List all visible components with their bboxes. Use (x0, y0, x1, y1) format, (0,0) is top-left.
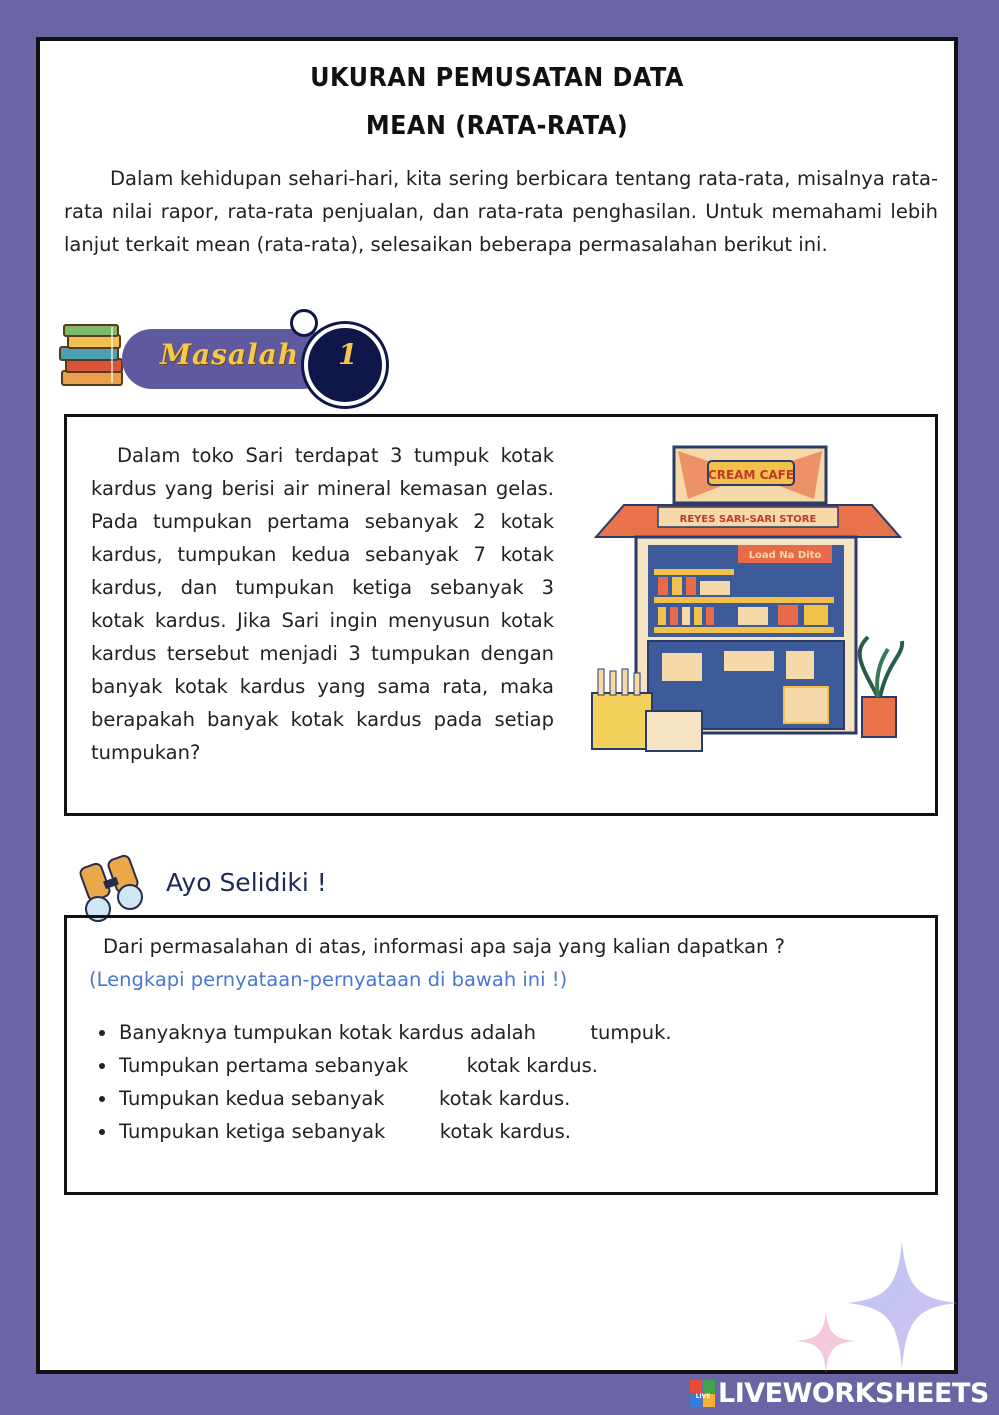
worksheet-page (36, 37, 958, 1374)
books-icon (56, 319, 130, 391)
list-item: Tumpukan kedua sebanyak kotak kardus. (97, 1082, 672, 1115)
liveworksheets-logo-icon (690, 1380, 716, 1408)
intro-paragraph: Dalam kehidupan sehari-hari, kita sering berbicara tentang rata-rata, misalnya rata-rata nilai rapor, rata-rata penjualan, dan rata-rata penghasilan. Untuk memahami lebih lanjut terkait mean (rata-rata), selesaikan beberapa permasalahan berikut ini. (64, 167, 938, 256)
investigate-question: Dari permasalahan di atas, informasi apa saja yang kalian dapatkan ? (103, 935, 785, 958)
investigate-hint: (Lengkapi pernyataan-pernyataan di bawah ini !) (89, 968, 568, 991)
store-illustration (588, 441, 908, 756)
masalah-number: 1 (338, 338, 358, 371)
store-sign-main: REYES SARI-SARI STORE (679, 514, 817, 525)
investigate-box (64, 915, 938, 1195)
statement-list (97, 1016, 672, 1148)
masalah-decor-dot (290, 309, 318, 337)
masalah-label: Masalah (160, 338, 300, 371)
list-item: Banyaknya tumpukan kotak kardus adalah tumpuk. (97, 1016, 672, 1049)
logo-letters: LIVE (695, 1392, 711, 1400)
investigate-heading: Ayo Selidiki ! (166, 868, 327, 897)
sparkle-decoration-icon (792, 1241, 958, 1377)
page-title: UKURAN PEMUSATAN DATA (310, 63, 684, 93)
brand-text: LIVEWORKSHEETS (718, 1378, 989, 1409)
problem-story: Dalam toko Sari terdapat 3 tumpuk kotak kardus yang berisi air mineral kemasan gelas. Pada tumpukan pertama sebanyak 2 kotak kardus, tumpukan kedua sebanyak 7 kotak kardus, dan tumpukan ketiga sebanyak 3 kotak kardus. Jika Sari ingin menyusun kotak kardus tersebut menjadi 3 tumpukan dengan banyak kotak kardus yang sama rata, maka berapakah banyak kotak kardus pada setiap tumpukan? (91, 444, 554, 764)
list-item: Tumpukan pertama sebanyak kotak kardus. (97, 1049, 672, 1082)
list-item: Tumpukan ketiga sebanyak kotak kardus. (97, 1115, 672, 1148)
store-sign-side: Load Na Dito (748, 550, 822, 561)
liveworksheets-brand (690, 1378, 989, 1409)
page-subtitle: MEAN (RATA-RATA) (365, 111, 629, 141)
store-sign-top: CREAM CAFE (707, 468, 795, 482)
